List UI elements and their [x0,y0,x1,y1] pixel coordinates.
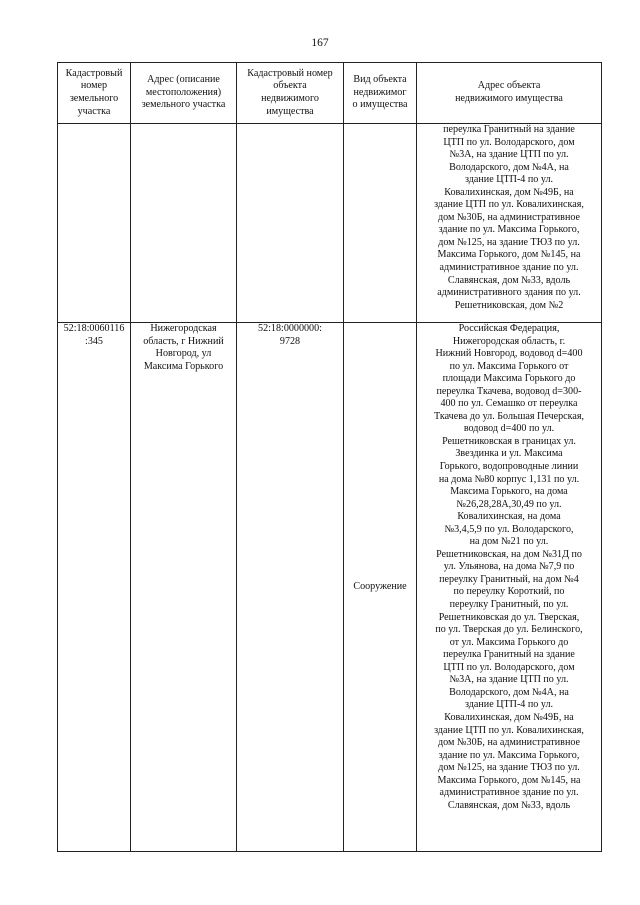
table-row [58,124,602,323]
cell-land-address [131,124,237,323]
page-number: 167 [311,37,329,49]
cell-object-cadastral [237,124,344,323]
cell-object-cadastral: 52:18:0000000: 9728 [237,323,344,852]
cell-object-address: переулка Гранитный на здание ЦТП по ул. Володарского, дом №3А, на здание ЦТП по ул. Володарского, дом №4А, на здание ЦТП-4 по ул. Ковалихинская, дом №49Б, на здание ЦТП по ул. Ковалихинская, дом №30Б, на административное здание по ул. Максима Горького, дом №125, на здание ТЮЗ по ул. Максима Горького, дом №145, на административное здание по ул. Славянская, дом №33, вдоль административного здания по ул. Решетниковская, дом №2 [417,124,602,323]
header-object-address: Адрес объекта недвижимого имущества [417,63,602,124]
header-object-type: Вид объекта недвижимог о имущества [344,63,417,124]
cell-object-address: Российская Федерация, Нижегородская область, г. Нижний Новгород, водовод d=400 по ул. Максима Горького от площади Максима Горького до переулка Ткачева, водовод d=300- 400 по ул. Семашко от переулка Ткачева до ул. Большая Печерская, водовод d=400 по ул. Решетниковская в границах ул. Звездинка и ул. Максима Горького, водопроводные линии на дома №80 корпус 1,131 по ул. Максима Горького, на дома №26,28,28А,30,49 по ул. Ковалихинская, на дома №3,4,5,9 по ул. Володарского, на дом №21 по ул. Решетниковская, на дом №31Д по ул. Ульянова, на дома №7,9 по переулку Гранитный, на дом №4 по переулку Короткий, по переулку Гранитный, по ул. Решетниковская до ул. Тверская, по ул. Тверская до ул. Белинского, от ул. Максима Горького до переулка Гранитный на здание ЦТП по ул. Володарского, дом №3А, на здание ЦТП по ул. Володарского, дом №4А, на здание ЦТП-4 по ул. Ковалихинская, дом №49Б, на здание ЦТП по ул. Ковалихинская, дом №30Б, на административное здание по ул. Максима Горького, дом №125, на здание ТЮЗ по ул. Максима Горького, дом №145, на административное здание по ул. Славянская, дом №33, вдоль [417,323,602,852]
cell-object-type: Сооружение [344,323,417,852]
header-land-address: Адрес (описание местоположения) земельного участка [131,63,237,124]
cell-land-cadastral [58,124,131,323]
table-header-row [58,63,602,124]
header-land-cadastral: Кадастровый номер земельного участка [58,63,131,124]
cell-object-type [344,124,417,323]
cell-land-address: Нижегородская область, г Нижний Новгород, ул Максима Горького [131,323,237,852]
property-table [57,62,602,852]
table-row [58,323,602,852]
header-object-cadastral: Кадастровый номер объекта недвижимого имущества [237,63,344,124]
cell-land-cadastral: 52:18:0060116 :345 [58,323,131,852]
